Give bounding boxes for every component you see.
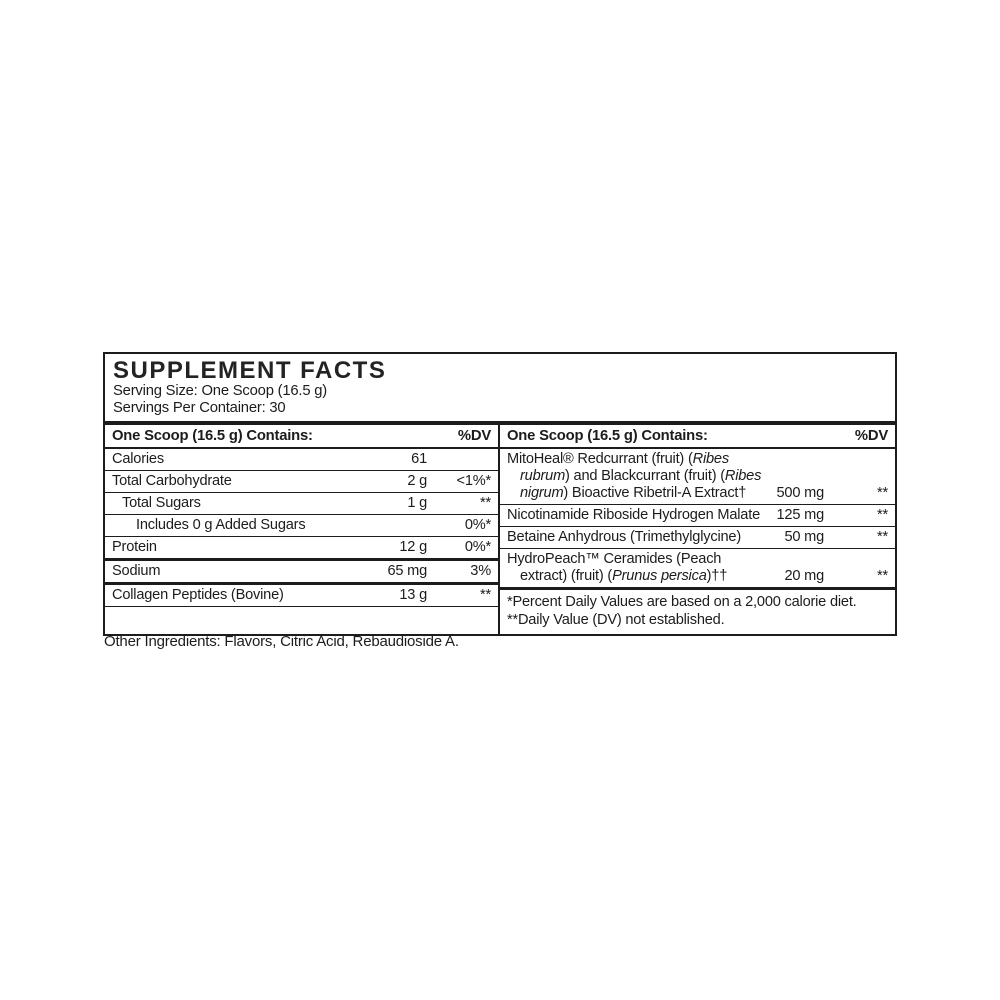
amount-value: 12 g [399,539,427,555]
fact-rows-left [105,449,498,607]
footnotes [500,590,895,634]
ingredient-name: MitoHeal® Redcurrant (fruit) (Ribes rubrum) and Blackcurrant (fruit) (Ribes nigrum) Bioactive Ribetril-A Extract† [507,451,762,501]
facts-column-left [105,425,500,634]
footnote-daily-values: *Percent Daily Values are based on a 2,000 calorie diet. [507,594,857,610]
column-header-dv: %DV [854,428,888,444]
fact-row [105,537,498,561]
amount-value: 61 [411,451,427,467]
amount-value: 2 g [407,473,427,489]
ingredient-name: Includes 0 g Added Sugars [136,517,306,533]
column-header [105,425,498,449]
daily-value: ** [877,529,888,545]
column-header-dv: %DV [457,428,491,444]
ingredient-name: Total Carbohydrate [112,473,232,489]
panel-header [105,354,895,421]
amount-value: 500 mg [776,485,824,501]
ingredient-name: Betaine Anhydrous (Trimethylglycine) [507,529,741,545]
daily-value: ** [480,495,491,511]
fact-row [105,585,498,607]
serving-size: Serving Size: One Scoop (16.5 g) [113,383,328,399]
fact-row [500,527,895,549]
fact-row [105,493,498,515]
servings-per-container: Servings Per Container: 30 [113,400,286,416]
fact-row [500,449,895,505]
facts-column-right [500,425,895,634]
daily-value: ** [480,587,491,603]
daily-value: 3% [470,563,491,579]
daily-value: ** [877,507,888,523]
amount-value: 20 mg [784,568,824,584]
amount-value: 1 g [407,495,427,511]
column-header-label: One Scoop (16.5 g) Contains: [507,428,708,444]
ingredient-name: HydroPeach™ Ceramides (Peach extract) (fruit) (Prunus persica)†† [507,551,728,584]
fact-row [500,549,895,590]
daily-value: ** [877,568,888,584]
fact-row [105,515,498,537]
left-column-spacer [105,607,498,634]
ingredient-name: Protein [112,539,157,555]
ingredient-name: Nicotinamide Riboside Hydrogen Malate [507,507,760,523]
other-ingredients: Other Ingredients: Flavors, Citric Acid, Rebaudioside A. [104,633,459,650]
panel-title: SUPPLEMENT FACTS [113,357,387,384]
fact-row [105,471,498,493]
fact-row [105,561,498,585]
facts-columns [105,421,895,634]
fact-row [105,449,498,471]
supplement-facts-panel [103,352,897,636]
column-header [500,425,895,449]
daily-value: <1%* [456,473,491,489]
ingredient-name: Sodium [112,563,161,579]
footnote-dv-not-established: **Daily Value (DV) not established. [507,612,725,628]
ingredient-name: Calories [112,451,164,467]
amount-value: 13 g [399,587,427,603]
amount-value: 50 mg [784,529,824,545]
fact-rows-right [500,449,895,590]
amount-value: 125 mg [776,507,824,523]
daily-value: 0%* [464,539,491,555]
fact-row [500,505,895,527]
daily-value: ** [877,485,888,501]
amount-value: 65 mg [387,563,427,579]
ingredient-name: Total Sugars [122,495,201,511]
ingredient-name: Collagen Peptides (Bovine) [112,587,284,603]
column-header-label: One Scoop (16.5 g) Contains: [112,428,313,444]
daily-value: 0%* [464,517,491,533]
